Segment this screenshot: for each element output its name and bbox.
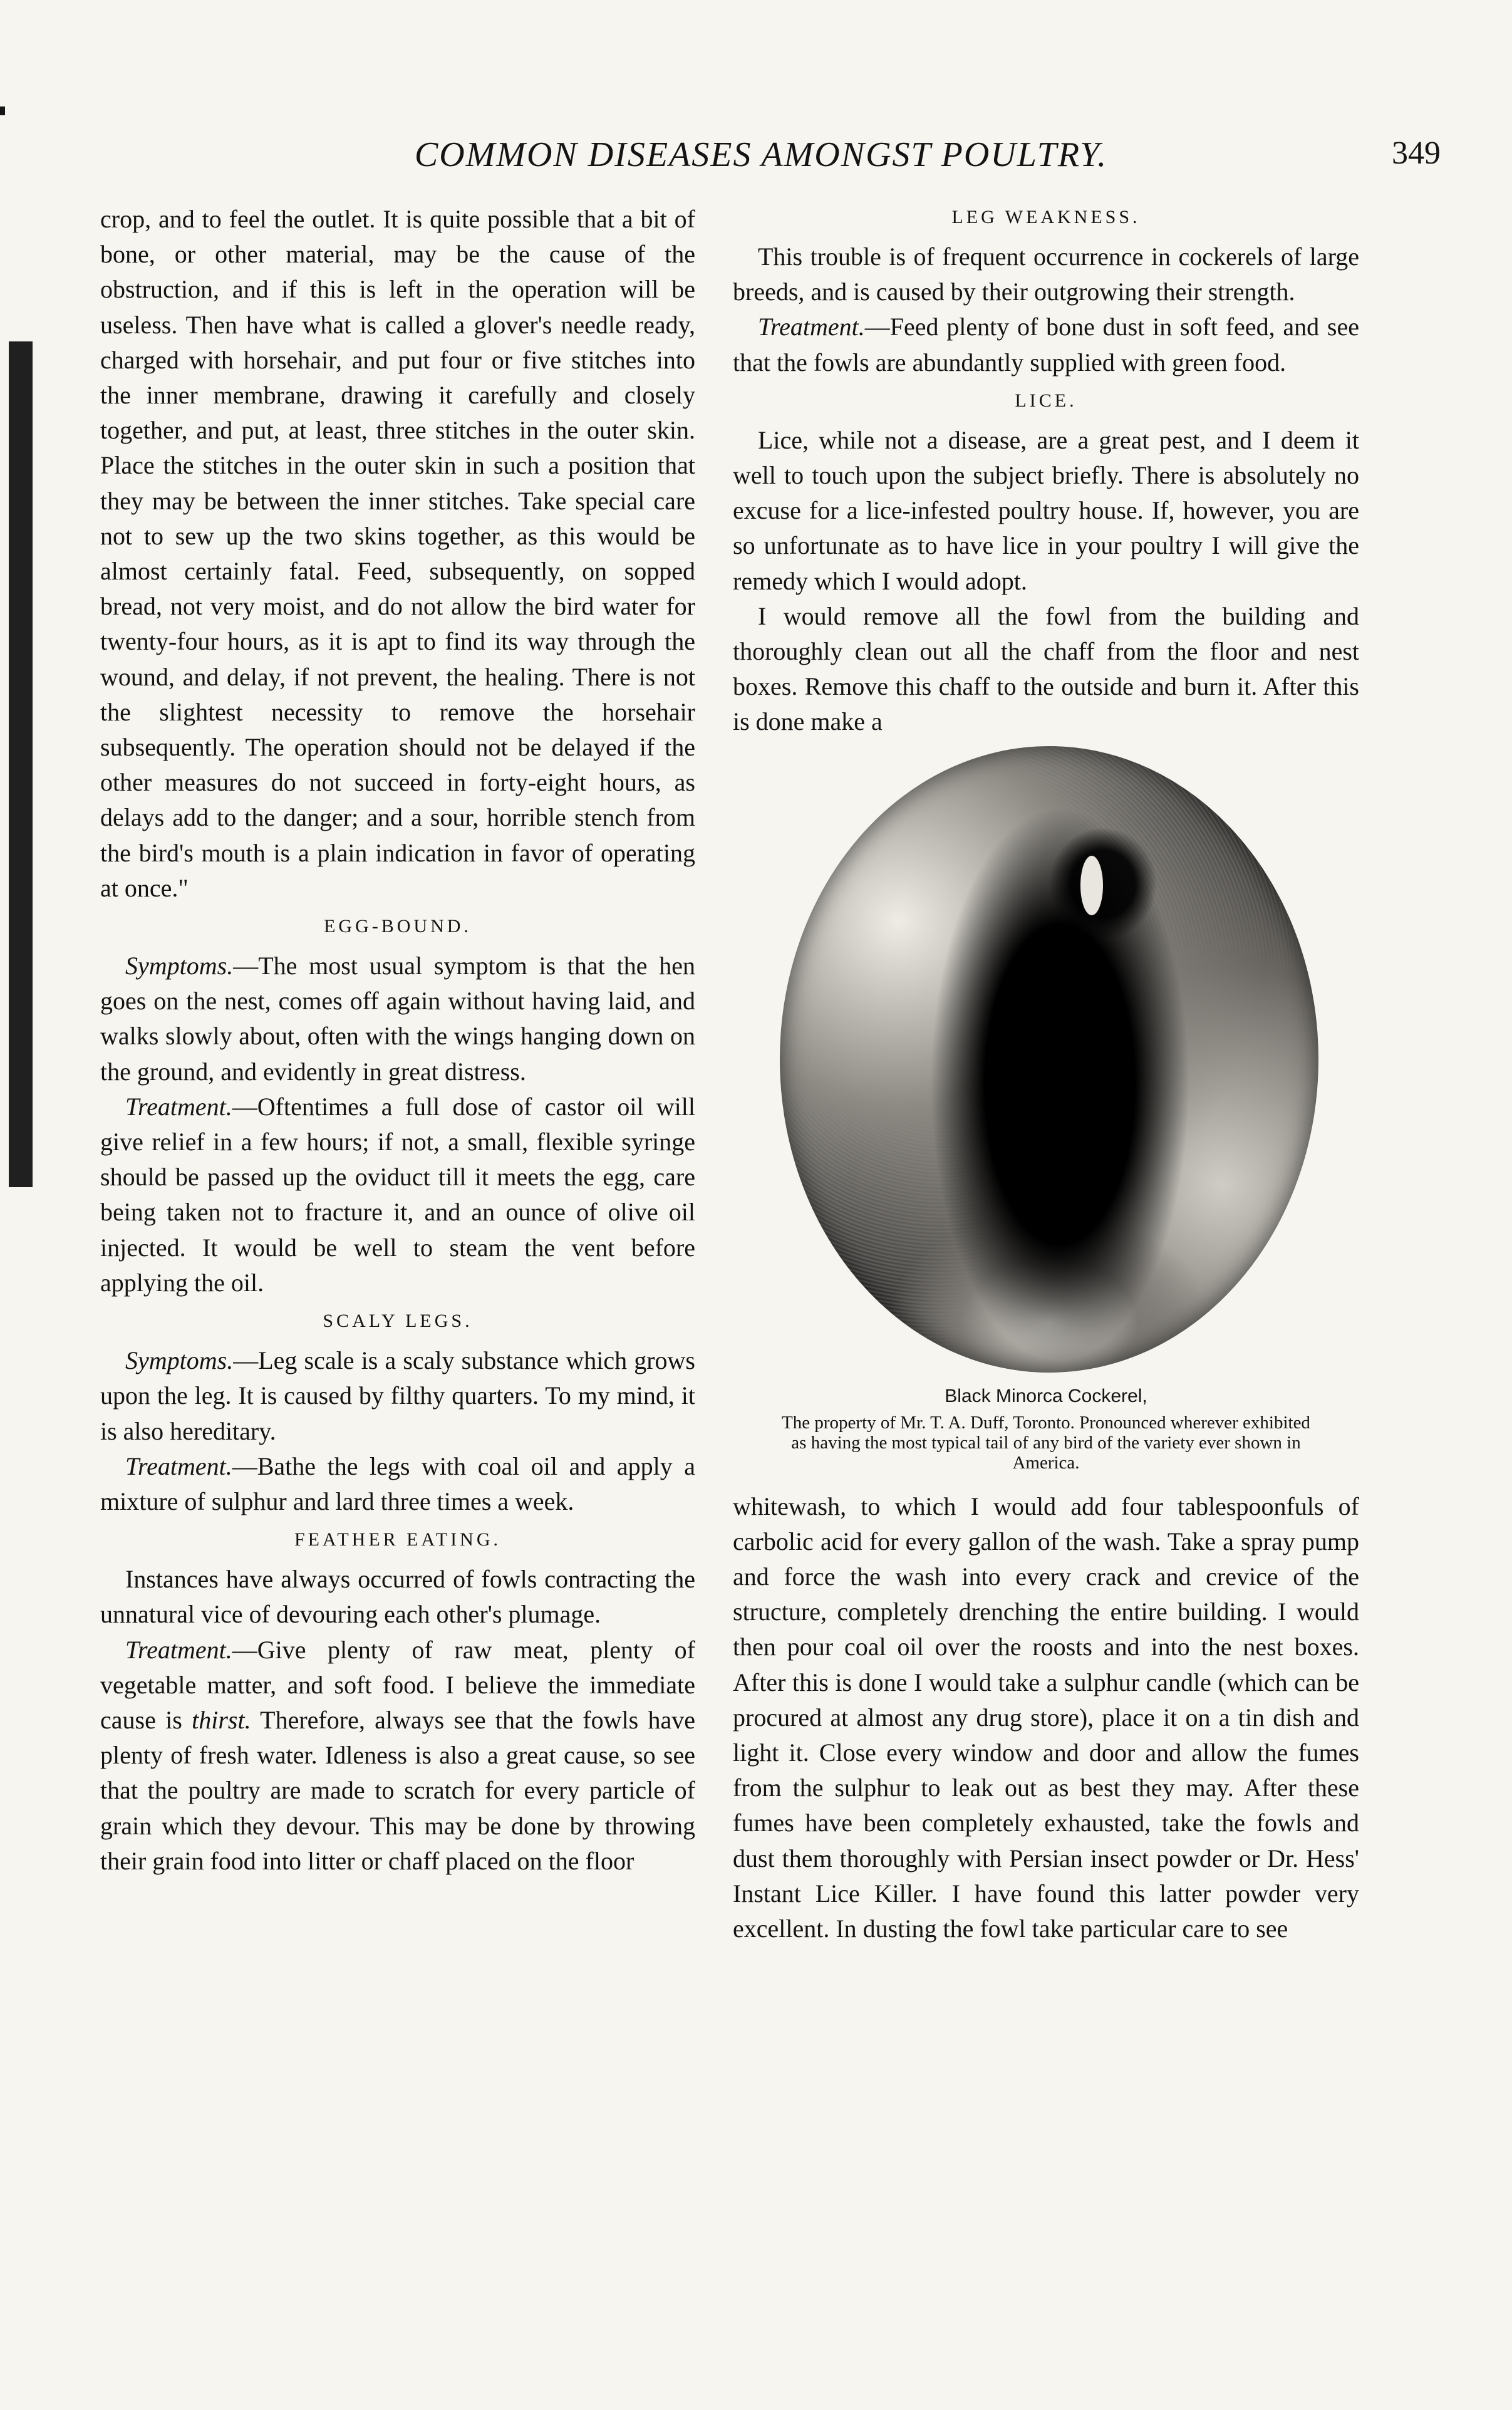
- treatment-label: Treatment.: [125, 1635, 232, 1664]
- symptoms-text: —Leg scale is a scaly substance which grows upon the leg. It is caused by filthy quarters. To my mind, it is also hereditary.: [100, 1346, 695, 1445]
- scan-edge-mark-binding: [9, 341, 33, 1187]
- symptoms-label: Symptoms.: [125, 952, 234, 980]
- treatment-text: —Feed plenty of bone dust in soft feed, and see that the fowls are abundantly supplied with green food.: [733, 313, 1359, 377]
- treatment-text-b: Therefore, always see that the fowls have plenty of fresh water. Idleness is also a great cause, so see that the poultry are made to scratch for every particle of grain which they devour. This may be done by throwing their grain food into litter or chaff placed on the floor: [100, 1705, 695, 1875]
- scaly-legs-symptoms: [100, 1343, 695, 1449]
- treatment-label: Treatment.: [125, 1092, 232, 1121]
- intro-paragraph: crop, and to feel the outlet. It is quite possible that a bit of bone, or other material, may be the cause of the obstruction, and if this is left in the operation will be useless. Then have what is called a glover's needle ready, charged with horsehair, and put four or five stitches into the inner membrane, drawing it carefully and closely together, and put, at least, three stitches in the outer skin. Place the stitches in the outer skin in such a position that they may be between the inner stitches. Take special care not to sew up the two skins together, as this would be almost certainly fatal. Feed, subsequently, on sopped bread, not very moist, and do not allow the bird water for twenty-four hours, as it is apt to find its way through the wound, and delay, if not prevent, the healing. There is not the slightest necessity to remove the horsehair subsequently. The operation should not be delayed if the other measures do not succeed in forty-eight hours, as delays add to the danger; and a sour, horrible stench from the bird's mouth is a plain indication in favor of operating at once.": [100, 205, 695, 902]
- lice-heading: LICE.: [1015, 390, 1077, 411]
- feather-eating-intro: Instances have always occurred of fowls contracting the unnatural vice of devouring each other's plumage.: [100, 1565, 695, 1629]
- treatment-text: —Oftentimes a full dose of castor oil will give relief in a few hours; if not, a small, flexible syringe should be passed up the oviduct till it meets the egg, care being taken not to fracture it, and an ounce of olive oil injected. It would be well to steam the vent before applying the oil.: [100, 1092, 695, 1297]
- scan-edge-mark-top: [0, 106, 5, 115]
- scaly-legs-heading: SCALY LEGS.: [323, 1311, 473, 1332]
- figure-caption: The property of Mr. T. A. Duff, Toronto. Pronounced wherever exhibited as having the most typical tail of any bird of the variety ever shown in America.: [782, 1412, 1310, 1473]
- treatment-text: —Bathe the legs with coal oil and apply a mixture of sulphur and lard three times a week.: [100, 1452, 695, 1515]
- leg-weakness-treatment: [733, 309, 1359, 380]
- lice-paragraph-3: whitewash, to which I would add four tablespoonfuls of carbolic acid for every gallon of the wash. Take a spray pump and force the wash into every crack and crevice of the structure, completely drenching the entire building. I would then pour coal oil over the roosts and into the nest boxes. After this is done I would take a sulphur candle (which can be procured at almost any drug store), place it on a tin dish and light it. Close every window and door and allow the fumes from the sulphur to leak out as best they may. After these fumes have been completely exhausted, take the fowls and dust them thoroughly with Persian insect powder or Dr. Hess' Instant Lice Killer. I have found this latter powder very excellent. In dusting the fowl take particular care to see: [733, 1492, 1359, 1943]
- egg-bound-treatment: [100, 1089, 695, 1301]
- treatment-text-a: —Give plenty of raw meat, plenty of vegetable matter, and soft food. I believe the immediate cause is: [100, 1635, 695, 1734]
- thirst-emphasis: thirst.: [192, 1705, 251, 1734]
- page-header: [81, 135, 1441, 185]
- cockerel-ear-lobe: [1080, 856, 1103, 915]
- cockerel-photo-frame: [733, 746, 1359, 1379]
- leg-weakness-heading: LEG WEAKNESS.: [951, 207, 1141, 227]
- scaly-legs-treatment: [100, 1449, 695, 1519]
- leg-weakness-intro: This trouble is of frequent occurrence in cockerels of large breeds, and is caused by their outgrowing their strength.: [733, 242, 1359, 306]
- egg-bound-symptoms: [100, 948, 695, 1089]
- treatment-label: Treatment.: [758, 313, 865, 341]
- cockerel-figure: [733, 746, 1359, 1473]
- figure-title: Black Minorca Cockerel,: [945, 1385, 1147, 1406]
- feather-eating-heading: FEATHER EATING.: [294, 1529, 501, 1550]
- left-column: [100, 202, 695, 1879]
- symptoms-label: Symptoms.: [125, 1346, 234, 1375]
- feather-eating-treatment: [100, 1633, 695, 1879]
- treatment-label: Treatment.: [125, 1452, 232, 1480]
- running-title: COMMON DISEASES AMONGST POULTRY.: [414, 135, 1108, 174]
- lice-paragraph-1: Lice, while not a disease, are a great pest, and I deem it well to touch upon the subject briefly. There is absolutely no excuse for a lice-infested poultry house. If, however, you are so unfortunate as to have lice in your poultry I will give the remedy which I would adopt.: [733, 425, 1359, 595]
- right-column: [733, 202, 1359, 1946]
- page-number: 349: [1392, 135, 1441, 171]
- symptoms-text: —The most usual symptom is that the hen goes on the nest, comes off again without having laid, and walks slowly about, often with the wings hanging down on the ground, and evidently in great distress.: [100, 952, 695, 1086]
- egg-bound-heading: EGG-BOUND.: [324, 916, 472, 937]
- lice-paragraph-2: I would remove all the fowl from the building and thoroughly clean out all the chaff from the floor and nest boxes. Remove this chaff to the outside and burn it. After this is done make a: [733, 601, 1359, 736]
- cockerel-photo: [780, 746, 1318, 1373]
